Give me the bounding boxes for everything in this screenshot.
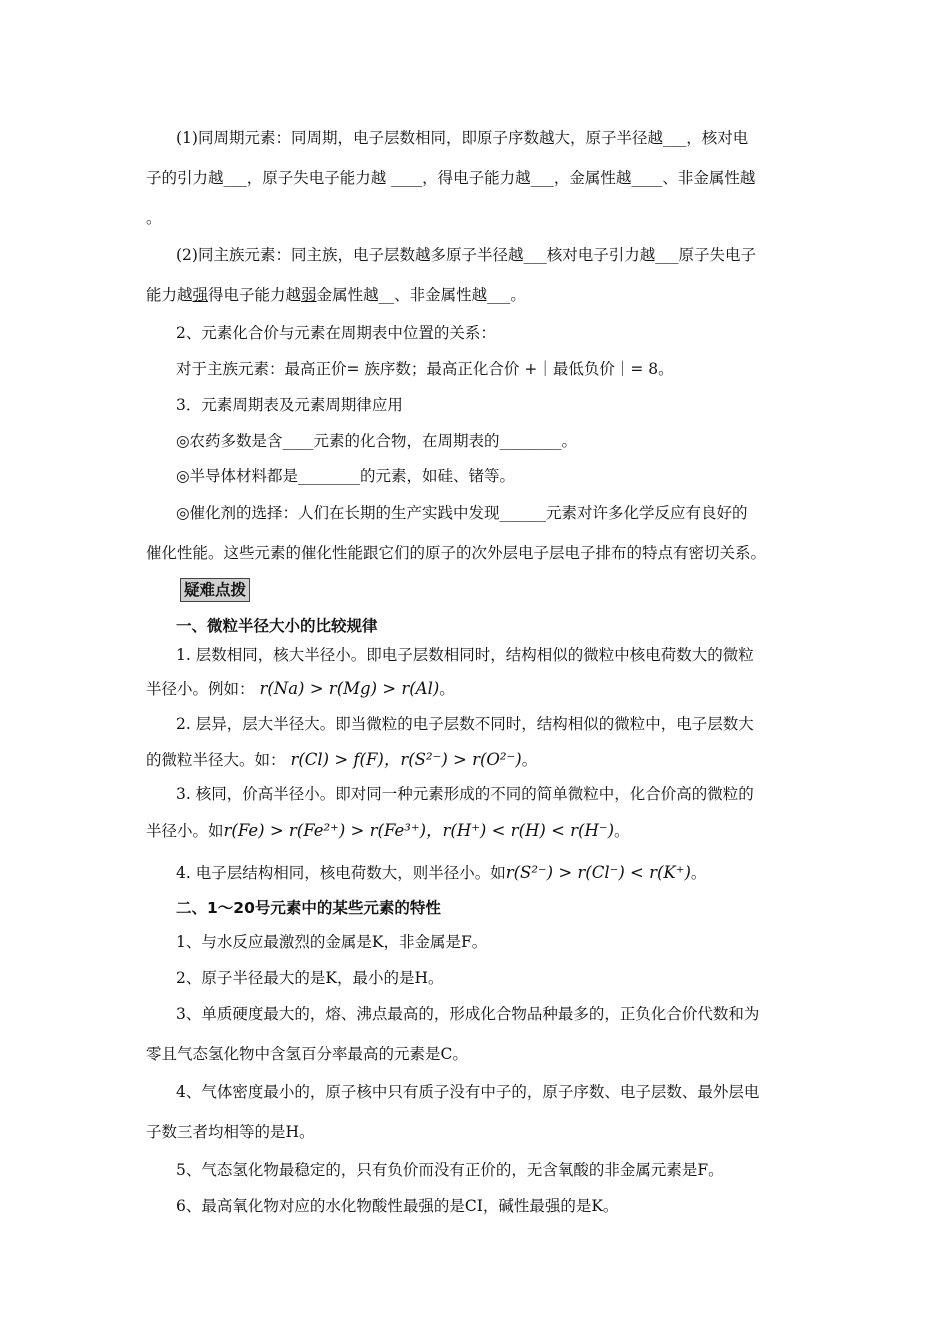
text-segment: 的微粒半径大。如： — [146, 751, 286, 769]
para-same-group-line2 — [146, 285, 526, 305]
formula: r(S²⁻) > r(Cl⁻) < r(K⁺) — [505, 863, 691, 882]
section-tag — [180, 578, 250, 602]
rule4-line — [176, 863, 706, 883]
para-valence-rule: 对于主族元素：最高正价= 族序数；最高正化合价 +｜最低负价｜= 8。 — [176, 360, 674, 378]
text-segment: 4. 电子层结构相同，核电荷数大，则半径小。如 — [176, 864, 506, 882]
para-catalyst-line1: ◎催化剂的选择：人们在长期的生产实践中发现______元素对许多化学反应有良好的 — [176, 504, 748, 522]
property-4-line1: 4、气体密度最小的，原子核中只有质子没有中子的，原子序数、电子层数、最外层电 — [176, 1083, 760, 1101]
rule3-line2 — [146, 821, 630, 841]
formula: r(Fe) > r(Fe²⁺) > r(Fe³⁺)，r(H⁺) < r(H) < r(H⁻) — [223, 821, 615, 840]
para-same-period-line2: 子的引力越___，原子失电子能力越 ____，得电子能力越___，金属性越____、非金属性越 — [146, 169, 756, 187]
heading-element-properties: 二、1～20号元素中的某些元素的特性 — [176, 899, 441, 917]
rule2-line2 — [146, 750, 537, 770]
para-same-group-line1: (2)同主族元素：同主族，电子层数越多原子半径越___核对电子引力越___原子失电子 — [176, 246, 756, 264]
underlined-answer: 弱 — [301, 286, 317, 304]
text-segment: 半径小。如 — [146, 822, 224, 840]
text-segment: 。 — [690, 864, 707, 882]
property-3-line1: 3、单质硬度最大的，熔、沸点最高的，形成化合物品种最多的，正负化合价代数和为 — [176, 1005, 760, 1023]
para-same-period-line3: 。 — [146, 209, 162, 227]
property-5: 5、气态氢化物最稳定的，只有负价而没有正价的，无含氧酸的非金属元素是F。 — [176, 1161, 724, 1179]
property-3-line2: 零且气态氢化物中含氢百分率最高的元素是C。 — [146, 1045, 468, 1063]
underlined-answer: 强 — [192, 286, 209, 304]
rule1-line2 — [146, 679, 455, 699]
para-semiconductor: ◎半导体材料都是________的元素，如硅、锗等。 — [176, 467, 516, 485]
text-segment: 。 — [614, 822, 630, 840]
para-same-period-line1: (1)同周期元素：同周期，电子层数相同，即原子序数越大，原子半径越___，核对电 — [176, 129, 749, 147]
heading-radius-rules: 一、微粒半径大小的比较规律 — [176, 617, 378, 635]
text-segment: 能力越 — [146, 286, 193, 304]
property-2: 2、原子半径最大的是K，最小的是H。 — [176, 969, 444, 987]
property-4-line2: 子数三者均相等的是H。 — [146, 1123, 315, 1141]
text-segment: 。 — [439, 680, 455, 698]
tag-label: 疑难点拨 — [180, 578, 250, 602]
text-segment: 得电子能力越 — [208, 286, 302, 304]
rule3-line1: 3. 核同，价高半径小。即对同一种元素形成的不同的简单微粒中，化合价高的微粒的 — [176, 785, 754, 803]
formula: r(Cl) > f(F)，r(S²⁻) > r(O²⁻) — [290, 750, 522, 769]
rule2-line1: 2. 层异，层大半径大。即当微粒的电子层数不同时，结构相似的微粒中，电子层数大 — [176, 715, 754, 733]
text-segment: 半径小。例如： — [146, 680, 255, 698]
para-valence-title: 2、元素化合价与元素在周期表中位置的关系： — [176, 324, 496, 342]
text-segment: 金属性越__、非金属性越___。 — [316, 286, 526, 304]
formula: r(Na) > r(Mg) > r(Al) — [259, 679, 440, 698]
rule1-line1: 1. 层数相同，核大半径小。即电子层数相同时，结构相似的微粒中核电荷数大的微粒 — [176, 646, 754, 664]
para-catalyst-line2: 催化性能。这些元素的催化性能跟它们的原子的次外层电子层电子排布的特点有密切关系。 — [146, 544, 767, 562]
property-1: 1、与水反应最激烈的金属是K，非金属是F。 — [176, 933, 488, 951]
para-pesticide: ◎农药多数是含____元素的化合物，在周期表的________。 — [176, 432, 578, 450]
para-application-title: 3．元素周期表及元素周期律应用 — [176, 396, 403, 414]
property-6: 6、最高氧化物对应的水化物酸性最强的是CI，碱性最强的是K。 — [176, 1197, 619, 1215]
text-segment: 。 — [521, 751, 538, 769]
